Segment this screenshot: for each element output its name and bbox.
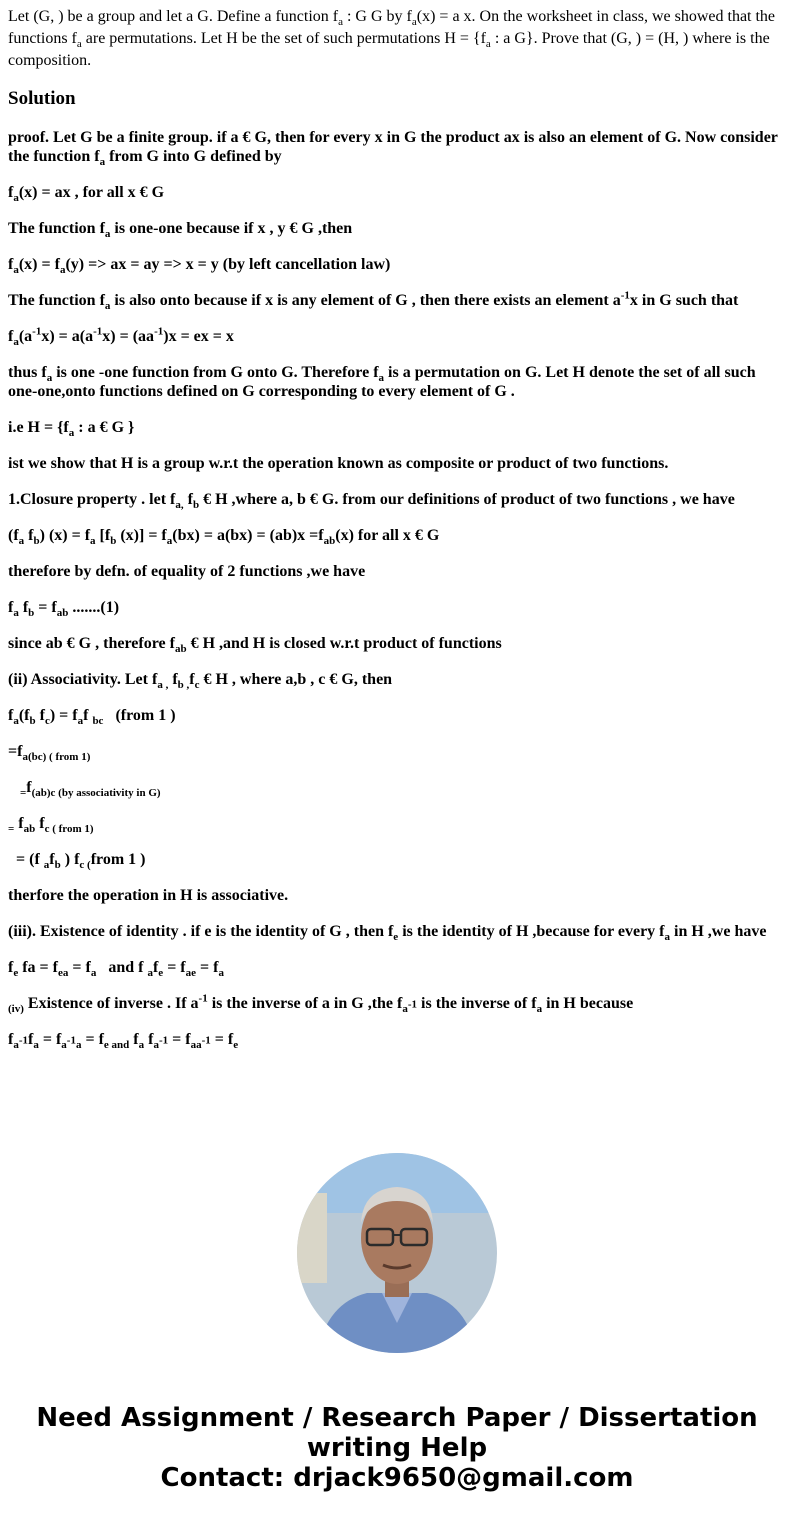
proof-line: = (f $_af_b$ ) $f_{c (}from$ 1 ) bbox=[8, 851, 146, 872]
proof-line: 1.Closure property . let $f_{a,}$ $f_b$ € H ,where a, b € G. from our definitions of product of two functions , we have bbox=[8, 491, 735, 512]
proof-line: therefore by defn. of equality of 2 functions ,we have bbox=[8, 563, 366, 580]
solution-heading: Solution bbox=[8, 88, 76, 109]
document-body bbox=[8, 6, 784, 1066]
proof-line: $f_e$ fa = $f_{ea} = f_a$ and f $_af_e = f_{ae} = f_a$ bbox=[8, 959, 224, 980]
proof-line: The function $f_a$ is also onto because if x is any element of G , then there exists an element $a^{-1}x$ in G such that bbox=[8, 289, 739, 313]
proof-line: $_{(iv)}$ Existence of inverse . If $a^{-1}$ is the inverse of a in G ,the $f_{a^{-1}}$ is the inverse of $f_a$ in H because bbox=[8, 992, 634, 1016]
proof-line: $_=$ $f_{ab}$ $f_{c ( from 1)}$ bbox=[8, 815, 94, 836]
proof-line: proof. Let G be a finite group. if a € G, then for every x in G the product ax is also an element of G. Now consider the function $f_a$ from G into G defined by bbox=[8, 129, 782, 169]
proof-line: $f_a(a^{-1}x) = a(a^{-1}x) = (aa^{-1})x$ = ex = x bbox=[8, 325, 234, 349]
footer-banner bbox=[0, 1403, 794, 1493]
proof-body bbox=[8, 128, 784, 1052]
proof-line: $_=f_{(ab)c (by associativity in G)}$ bbox=[20, 779, 161, 800]
proof-line: $f_a(x) = f_a(y)$ => ax = ay => x = y (by left cancellation law) bbox=[8, 256, 391, 277]
proof-line: The function $f_a$ is one-one because if x , y € G ,then bbox=[8, 220, 353, 241]
proof-line: (ii) Associativity. Let $f_{a ,}$ $f_{b ,}f_c$ € H , where a,b , c € G, then bbox=[8, 671, 393, 692]
proof-line: $=f_{a(bc) ( from 1)}$ bbox=[8, 743, 91, 764]
proof-line: $f_{a^{-1}}f_a = f_{a^{-1}a} = f_{e and}$ $f_a$ $f_{a^{-1}} = f_{aa^{-1}} = f_e$ bbox=[8, 1031, 239, 1052]
proof-line: $f_a(f_b$ $f_c) = f_af$ $_{bc}$ (from 1 ) bbox=[8, 707, 176, 728]
proof-line: i.e $H = \{f_a$ : a € G } bbox=[8, 419, 135, 440]
proof-line: (iii). Existence of identity . if e is the identity of G , then $f_e$ is the identity of H ,because for every $f_a$ in H ,we have bbox=[8, 923, 767, 944]
proof-line: therfore the operation in H is associative. bbox=[8, 887, 289, 904]
footer-help-text: Need Assignment / Research Paper / Dissertation writing Help bbox=[36, 1403, 758, 1463]
author-photo bbox=[297, 1153, 497, 1353]
proof-line: ($f_a$ $f_b$) $(x) = f_a$ [$f_b$ $(x)] = f_a(bx) = a(bx) = (ab)x =f_{ab}(x)$ for all x € G bbox=[8, 527, 440, 548]
proof-line: $f_a(x)$ = ax , for all x € G bbox=[8, 184, 165, 205]
proof-line: since ab € G , therefore $f_{ab}$ € H ,and H is closed w.r.t product of functions bbox=[8, 635, 502, 656]
question-text: Let (G, ) be a group and let a G. Define a function $f_a$ : G G by $f_a(x) = a$ x. On the worksheet in class, we showed that the functions $f_a$ are permutations. Let H be the set of such permutations $H = \{f_a$ : a G}. Prove that (G, ) = (H, ) where is the composition. bbox=[8, 8, 776, 69]
proof-line: ist we show that H is a group w.r.t the operation known as composite or product of two functions. bbox=[8, 455, 669, 472]
footer-contact-text: Contact: drjack9650@gmail.com bbox=[160, 1463, 634, 1493]
proof-line: $f_a$ $f_b = f_{ab}$ .......(1) bbox=[8, 599, 120, 620]
proof-line: thus $f_a$ is one -one function from G onto G. Therefore $f_a$ is a permutation on G. Let H denote the set of all such one-one,onto functions defined on G corresponding to every element of G . bbox=[8, 364, 760, 400]
